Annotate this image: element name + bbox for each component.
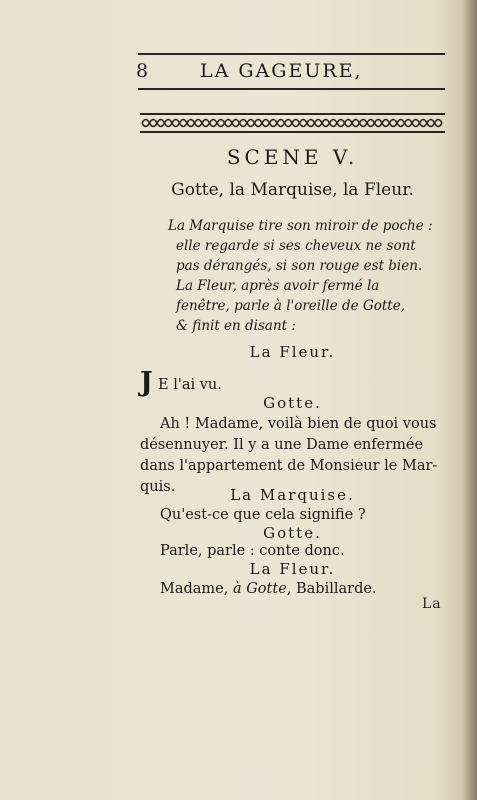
speech-line: quis.: [140, 479, 176, 495]
stage-direction-line: fenêtre, parle à l'oreille de Gotte,: [176, 298, 405, 314]
speech-line: désennuyer. Il y a une Dame enfermée: [140, 437, 424, 453]
speaker-name: Gotte.: [263, 394, 322, 412]
stage-direction-line: pas dérangés, si son rouge est bien.: [176, 258, 423, 274]
speech-fragment-italic: à Gotte: [232, 581, 287, 597]
header-rule-top: [138, 53, 445, 55]
drop-cap: J: [140, 367, 153, 398]
speech-line: E l'ai vu.: [158, 377, 222, 393]
catchword: La: [422, 596, 442, 612]
speech-line: Ah ! Madame, voilà bien de quoi vous: [160, 416, 437, 432]
stage-direction-line: La Marquise tire son miroir de poche :: [168, 218, 433, 234]
speech-fragment: , Babillarde.: [286, 581, 377, 597]
stage-direction-line: elle regarde si ses cheveux ne sont: [176, 238, 416, 254]
page-edge-shadow: [463, 0, 477, 800]
stage-direction: [168, 216, 446, 336]
speaker-name: La Fleur.: [249, 343, 336, 361]
scene-cast: Gotte, la Marquise, la Fleur.: [171, 180, 414, 200]
speaker-name: La Fleur.: [249, 560, 336, 578]
speech-line: Parle, parle : conte donc.: [160, 543, 345, 559]
running-title: LA GAGEURE,: [200, 60, 363, 82]
scene-title: SCENE V.: [226, 145, 359, 169]
decorative-ornament-band: [140, 112, 445, 134]
header-rule-bottom: [138, 88, 445, 90]
speech-line: [160, 579, 377, 600]
stage-direction-line: La Fleur, après avoir fermé la: [176, 278, 380, 294]
page-number: 8: [136, 60, 149, 82]
speaker-name: La Marquise.: [230, 486, 355, 504]
speech-line: Qu'est-ce que cela signifie ?: [160, 507, 366, 523]
speech-fragment: Madame,: [160, 581, 233, 597]
speech-line: dans l'appartement de Monsieur le Mar-: [140, 458, 438, 474]
speaker-name: Gotte.: [263, 524, 322, 542]
stage-direction-line: & finit en disant :: [176, 318, 296, 334]
